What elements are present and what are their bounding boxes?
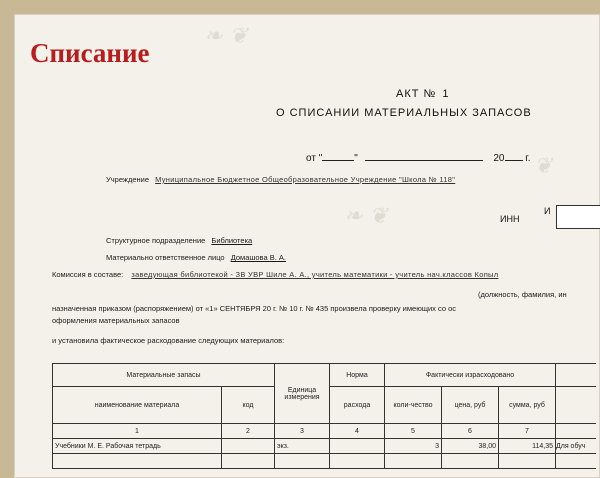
date-prefix: от " <box>306 153 323 164</box>
and-label: И <box>544 206 551 216</box>
row-price: 38,00 <box>442 439 499 454</box>
subheader-price: цена, руб <box>442 387 499 424</box>
inn-label: ИНН <box>500 214 520 224</box>
col-number: 4 <box>330 424 385 439</box>
table-header-row <box>53 364 597 387</box>
subheader-sum: сумма, руб <box>499 387 556 424</box>
empty-cell <box>442 454 499 469</box>
day-blank <box>322 150 354 161</box>
slide-title: Списание <box>30 38 150 68</box>
subheader-norm: расхода <box>330 387 385 424</box>
header-unit: Единица измерения <box>275 364 330 424</box>
institution-label: Учреждение <box>106 175 149 184</box>
row-qty: 3 <box>385 439 442 454</box>
date-quote: " <box>354 153 358 164</box>
act-subtitle: О СПИСАНИИ МАТЕРИАЛЬНЫХ ЗАПАСОВ <box>276 107 532 119</box>
date-suffix: г. <box>525 153 531 164</box>
subheader-code: код <box>222 387 275 424</box>
subheader-name: наименование материала <box>53 387 222 424</box>
order-line-2: оформления материальных запасов <box>52 316 180 325</box>
subheader-qty: коли-чество <box>385 387 442 424</box>
table-row <box>53 439 597 454</box>
empty-cell <box>53 454 222 469</box>
date-year: 20 <box>493 153 505 164</box>
institution-value: Муниципальное Бюджетное Общеобразовательное Учреждение "Школа № 118" <box>155 175 456 184</box>
empty-cell <box>385 454 442 469</box>
row-norm <box>330 439 385 454</box>
empty-cell <box>222 454 275 469</box>
col-number: 3 <box>275 424 330 439</box>
subheader-extra <box>556 387 597 424</box>
established-line: и установила фактическое расходование следующих материалов: <box>52 336 285 345</box>
table-row <box>53 454 597 469</box>
act-number: 1 <box>442 88 450 100</box>
row-code <box>222 439 275 454</box>
background-decoration: ❧ ❦ <box>204 24 248 49</box>
department-line <box>106 236 252 245</box>
act-label: АКТ № <box>396 88 437 100</box>
position-note: (должность, фамилия, ин <box>478 290 567 299</box>
responsible-label: Материально ответственное лицо <box>106 253 225 262</box>
commission-line <box>52 270 498 279</box>
col-number: 7 <box>499 424 556 439</box>
year-blank <box>505 150 523 161</box>
responsible-line <box>106 253 286 262</box>
col-number: 2 <box>222 424 275 439</box>
empty-cell <box>330 454 385 469</box>
empty-cell <box>275 454 330 469</box>
col-number-extra <box>556 424 597 439</box>
header-actual: Фактически израсходовано <box>385 364 556 387</box>
row-extra: Для обуч <box>556 439 597 454</box>
empty-cell <box>499 454 556 469</box>
department-label: Структурное подразделение <box>106 236 206 245</box>
col-number: 1 <box>53 424 222 439</box>
materials-table <box>52 363 596 469</box>
background-decoration: ❧ ❦ <box>344 204 388 229</box>
month-blank <box>365 150 483 161</box>
order-line: назначенная приказом (распоряжением) от «1» СЕНТЯБРЯ 20 г. № 10 г. № 435 произвела проверку имеющих со ос <box>52 304 457 313</box>
empty-cell <box>556 454 597 469</box>
inn-box <box>556 205 600 229</box>
commission-value: заведующая библиотекой - ЗВ УВР Шиле А. А., учитель математики - учитель нач.классов Копыл <box>131 270 499 279</box>
col-number: 6 <box>442 424 499 439</box>
institution-line <box>106 175 455 184</box>
act-heading <box>396 88 449 100</box>
table-numbers-row <box>53 424 597 439</box>
date-line <box>306 150 531 164</box>
responsible-value: Домашова В. А. <box>230 253 286 262</box>
row-name: Учебники М. Е. Рабочая тетрадь <box>53 439 222 454</box>
row-unit: экз. <box>275 439 330 454</box>
col-number: 5 <box>385 424 442 439</box>
header-norm: Норма <box>330 364 385 387</box>
row-sum: 114,35 <box>499 439 556 454</box>
background-decoration: ❦ <box>534 154 553 179</box>
header-extra <box>556 364 597 387</box>
commission-label: Комиссия в составе: <box>52 270 124 279</box>
header-materials: Материальные запасы <box>53 364 275 387</box>
department-value: Библиотека <box>211 236 253 245</box>
